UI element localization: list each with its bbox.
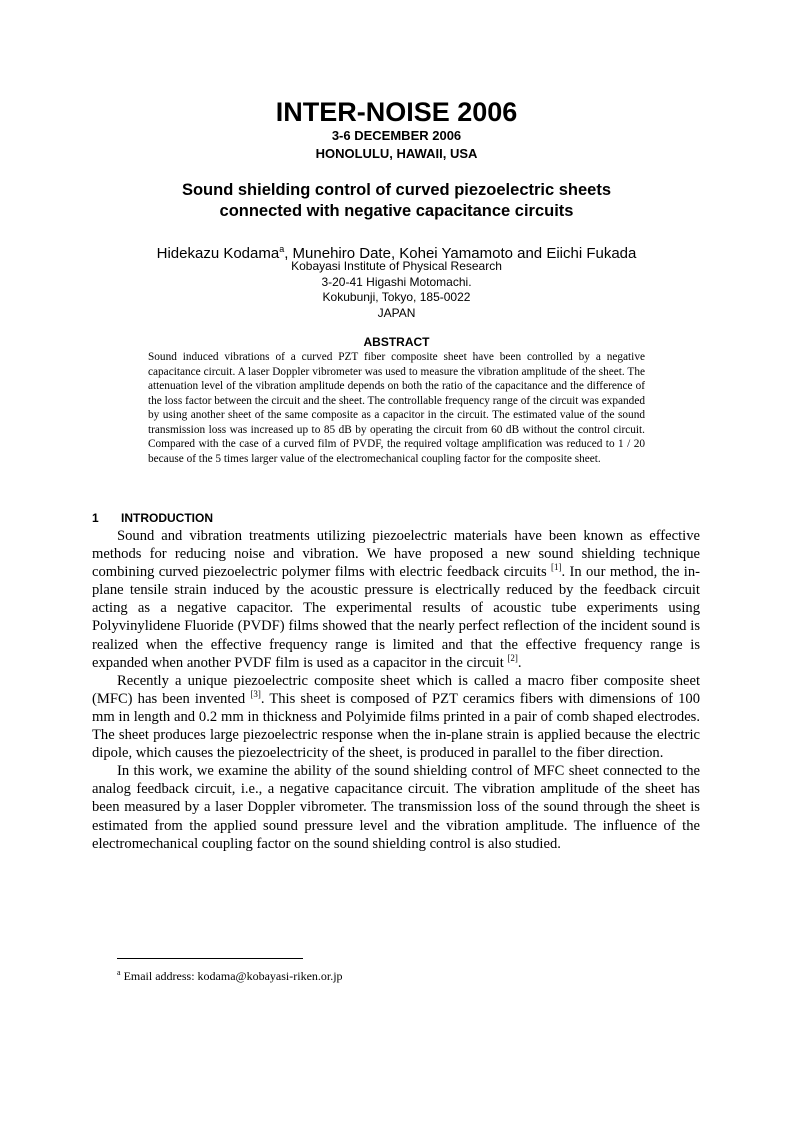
affiliation [0, 259, 793, 321]
affiliation-footnote-mark: a [279, 244, 285, 254]
section-heading [92, 511, 213, 526]
paragraph-text: . [517, 654, 522, 671]
conference-title: INTER-NOISE 2006 [275, 97, 518, 127]
footnote-divider [117, 958, 303, 959]
citation: [2] [507, 652, 518, 663]
paragraph-text: . In our method, the in-plane tensile strain induced by the acoustic pressure is electrically reduced by the feedback circuit acting as a negative capacitor. The experimental results of acoustic tube experiments using Polyvinylidene Fluoride (PVDF) films showed that the nearly perfect reflection of the incident sound is realized when the effective frequency range is limited and that the effective frequency range is expanded when another PVDF film is used as a capacitor in the circuit [92, 564, 700, 671]
paragraph-text: Sound and vibration treatments utilizing piezoelectric materials have been known as effective methods for reducing noise and vibration. We have proposed a new sound shielding technique combining curved piezoelectric polymer films with electric feedback circuits [92, 528, 700, 581]
affiliation-street: 3-20-41 Higashi Motomachi. [321, 274, 472, 289]
conference-dates: 3-6 DECEMBER 2006 [331, 128, 462, 143]
paragraph-text: Recently a unique piezoelectric composite sheet which is called a macro fiber composite sheet (MFC) has been invented [92, 672, 700, 707]
footnote-text: Email address: kodama@kobayasi-riken.or.jp [120, 969, 343, 983]
abstract-heading: ABSTRACT [363, 335, 430, 349]
citation: [1] [551, 562, 562, 573]
citation: [3] [250, 688, 261, 699]
affiliation-country: JAPAN [377, 305, 416, 320]
paragraph-text: . This sheet is composed of PZT ceramics fibers with dimensions of 100 mm in length and 0.2 mm in thickness and Polyimide films printed in a pair of comb shaped electrodes. The sheet produces large piezoelectric response when the in-plane strain is applied because the electric dipole, which causes the piezoelectricity of the sheet, is produced in parallel to the fiber direction. [92, 690, 700, 762]
section-title: INTRODUCTION [121, 511, 213, 525]
co-authors: , Munehiro Date, Kohei Yamamoto and Eiichi Fukada [284, 245, 637, 262]
paper-title-line-1: Sound shielding control of curved piezoelectric sheets [181, 181, 612, 199]
first-author: Hidekazu Kodama [156, 245, 280, 262]
section-body [92, 527, 700, 853]
paper-title [120, 180, 673, 222]
affiliation-city: Kokubunji, Tokyo, 185-0022 [322, 290, 471, 304]
paper-title-line-2: connected with negative capacitance circuits [219, 202, 574, 220]
abstract-text: Sound induced vibrations of a curved PZT fiber composite sheet have been controlled by a negative capacitance circuit. A laser Doppler vibrometer was used to measure the vibration amplitude of the sheet. The attenuation level of the vibration amplitude depends on both the ratio of the capacitance and the difference of the loss factor between the circuit and the sheet. The controllable frequency range of the circuit was expanded by using another sheet of the same composite as a capacitor in the circuit. The estimated value of the sound transmission loss was increased up to 85 dB by operating the circuit from 60 dB without the control circuit. Compared with the case of a curved film of PVDF, the required voltage amplification was reduced to 1 / 20 because of the 5 times larger value of the electromechanical coupling factor for the composite sheet. [148, 351, 645, 465]
section-number: 1 [92, 511, 99, 525]
footnote [117, 965, 343, 984]
affiliation-institute: Kobayasi Institute of Physical Research [291, 259, 502, 273]
footnote-mark: a [117, 968, 121, 977]
paragraph [92, 527, 700, 672]
conference-location: HONOLULU, HAWAII, USA [315, 146, 478, 161]
paragraph: In this work, we examine the ability of the sound shielding control of MFC sheet connected to the analog feedback circuit, i.e., a negative capacitance circuit. The vibration amplitude of the sheet has been measured by a laser Doppler vibrometer. The transmission loss of the sound through the sheet is estimated from the applied sound pressure level and the vibration amplitude. The influence of the electromechanical coupling factor on the sound shielding control is also studied. [92, 763, 700, 852]
paragraph [92, 672, 700, 762]
